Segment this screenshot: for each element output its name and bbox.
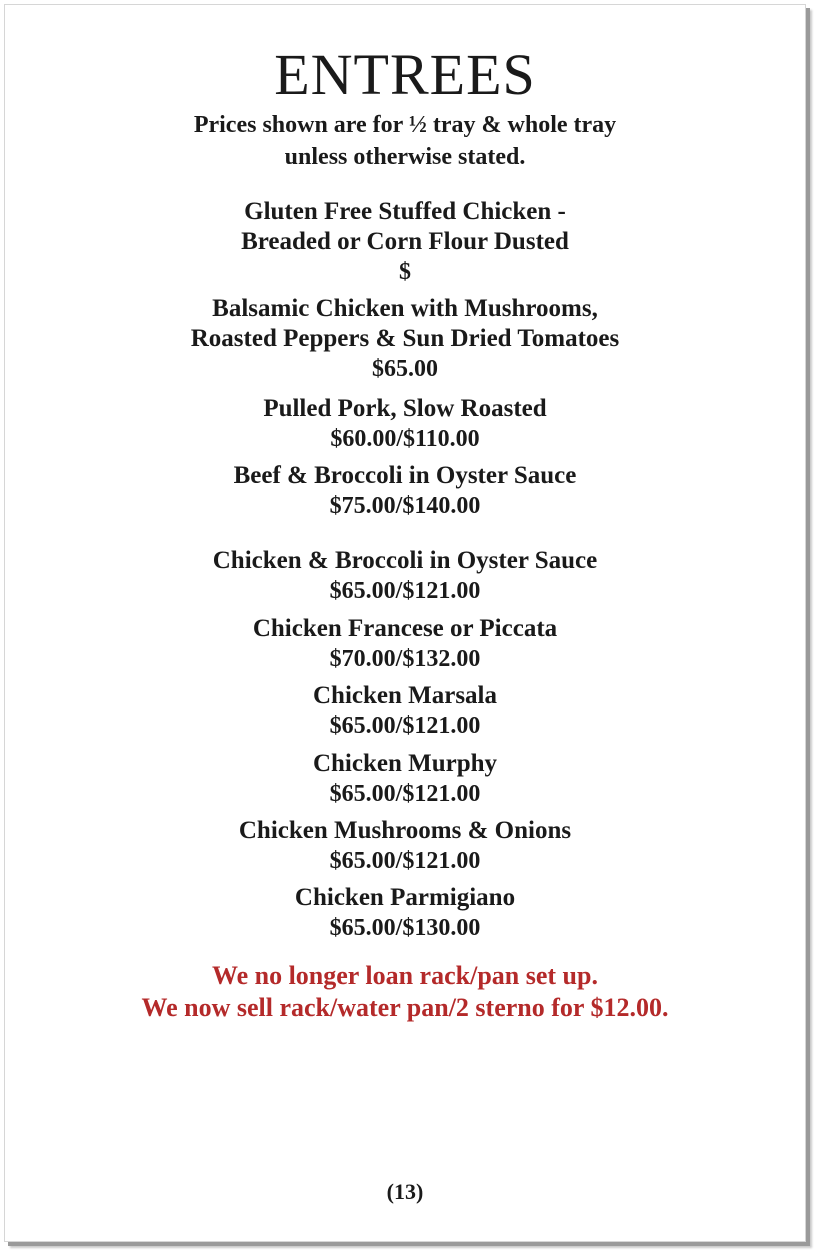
menu-item-price: $65.00/$121.00 xyxy=(329,578,481,604)
pricing-note xyxy=(5,109,805,173)
menu-item xyxy=(5,614,805,674)
menu-item-name: Balsamic Chicken with Mushrooms, xyxy=(212,295,598,322)
menu-item-price: $75.00/$140.00 xyxy=(329,493,481,519)
menu-item xyxy=(5,461,805,521)
menu-item-name: Chicken Mushrooms & Onions xyxy=(238,817,572,844)
menu-item-name: Breaded or Corn Flour Dusted xyxy=(241,228,569,255)
menu-item xyxy=(5,816,805,876)
menu-item-name: Gluten Free Stuffed Chicken - xyxy=(244,198,566,225)
menu-item-name: Chicken & Broccoli in Oyster Sauce xyxy=(212,547,598,574)
menu-item-price: $65.00 xyxy=(372,356,438,382)
menu-item-name: Roasted Peppers & Sun Dried Tomatoes xyxy=(190,325,620,352)
menu-item-price: $65.00/$121.00 xyxy=(329,848,481,874)
menu-item xyxy=(5,394,805,454)
menu-item-price: $65.00/$130.00 xyxy=(329,915,481,941)
menu-item xyxy=(5,749,805,809)
notice-line-2: We now sell rack/water pan/2 sterno for $12.00. xyxy=(141,993,669,1022)
rack-pan-notice xyxy=(5,960,805,1024)
menu-page xyxy=(4,4,806,1242)
menu-item-price: $60.00/$110.00 xyxy=(330,426,480,452)
menu-item-price: $65.00/$121.00 xyxy=(329,781,481,807)
pricing-note-line-2: unless otherwise stated. xyxy=(284,144,526,170)
menu-item-name: Pulled Pork, Slow Roasted xyxy=(263,395,547,422)
menu-item xyxy=(5,546,805,606)
notice-line-1: We no longer loan rack/pan set up. xyxy=(212,961,598,990)
menu-item xyxy=(5,197,805,287)
menu-item-name: Chicken Marsala xyxy=(312,682,498,709)
menu-item-name: Beef & Broccoli in Oyster Sauce xyxy=(233,462,577,489)
menu-item-name: Chicken Parmigiano xyxy=(294,884,516,911)
menu-item-name: Chicken Francese or Piccata xyxy=(252,615,558,642)
menu-item-price: $70.00/$132.00 xyxy=(329,646,481,672)
menu-item-name: Chicken Murphy xyxy=(312,750,498,777)
menu-item-price: $65.00/$121.00 xyxy=(329,713,481,739)
page-number: (13) xyxy=(386,1179,424,1204)
menu-item-price: $ xyxy=(399,259,411,285)
menu-item xyxy=(5,294,805,384)
page-title: ENTREES xyxy=(274,42,536,107)
menu-item xyxy=(5,681,805,741)
pricing-note-line-1: Prices shown are for ½ tray & whole tray xyxy=(193,112,617,138)
menu-item xyxy=(5,883,805,943)
